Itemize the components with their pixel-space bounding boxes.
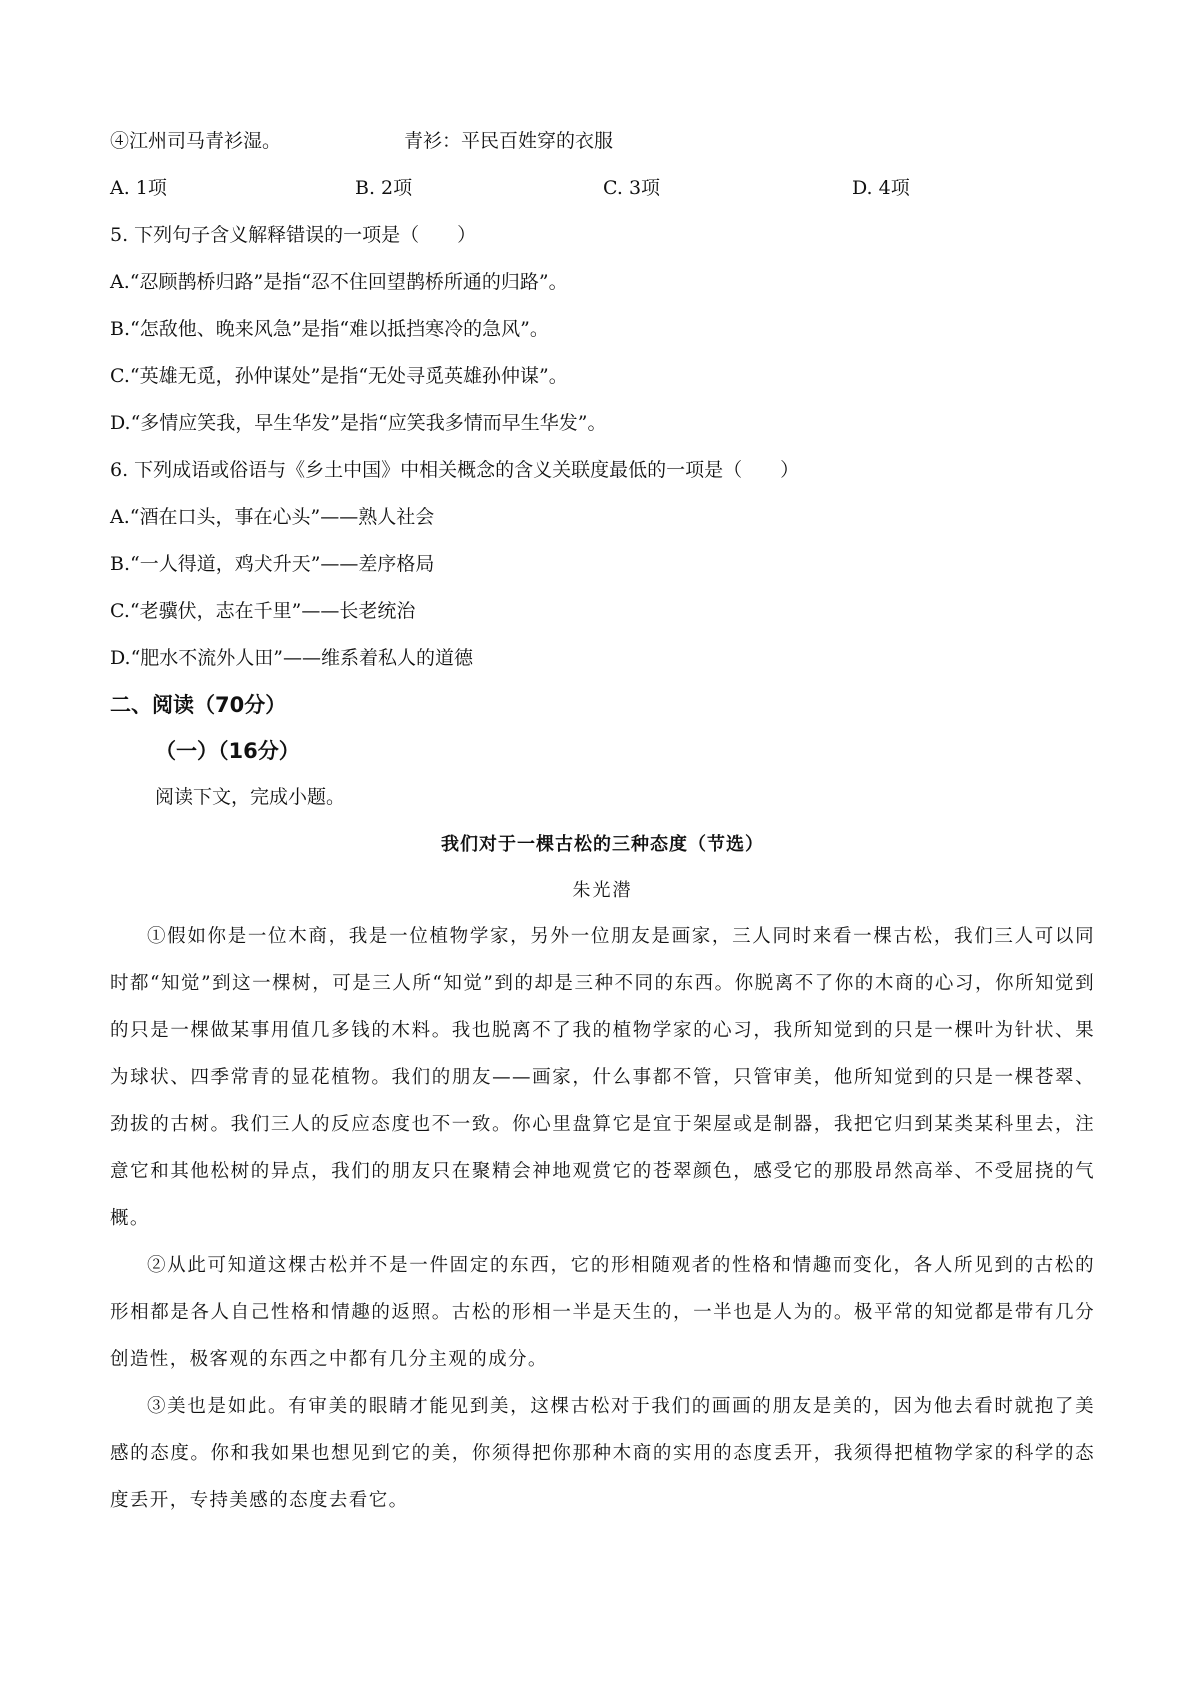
document-page <box>110 118 1095 1524</box>
q5-option-a[interactable]: A.“忍顾鹊桥归路”是指“忍不住回望鹊桥所通的归路”。 <box>110 271 568 293</box>
reading-instruction: 阅读下文，完成小题。 <box>155 786 346 808</box>
q4-item-4-explanation: 青衫：平民百姓穿的衣服 <box>404 130 614 152</box>
q4-option-b[interactable]: B. 2项 <box>355 177 413 199</box>
q4-option-d[interactable]: D. 4项 <box>852 177 910 199</box>
article-title: 我们对于一棵古松的三种态度（节选） <box>441 834 764 855</box>
q6-option-c[interactable]: C.“老骥伏，志在千里”——长老统治 <box>110 600 416 622</box>
article-author: 朱光潜 <box>572 880 633 901</box>
q5-option-d[interactable]: D.“多情应笑我，早生华发”是指“应笑我多情而早生华发”。 <box>110 412 607 434</box>
q4-option-c[interactable]: C. 3项 <box>603 177 661 199</box>
q4-item-4-sentence: ④江州司马青衫湿。 <box>110 130 282 152</box>
article-paragraph-2: ②从此可知道这棵古松并不是一件固定的东西，它的形相随观者的性格和情趣而变化，各人所见到的古松的形相都是各人自己性格和情趣的返照。古松的形相一半是天生的，一半也是人为的。极平常的知觉都是带有几分创造性，极客观的东西之中都有几分主观的成分。 <box>110 1255 1095 1370</box>
q4-item-4 <box>110 118 1095 165</box>
section-heading: 二、阅读（70分） <box>110 693 287 717</box>
q5-option-b[interactable]: B.“怎敌他、晚来风急”是指“难以抵挡寒冷的急风”。 <box>110 318 549 340</box>
sub-section-heading: （一）（16分） <box>155 739 300 763</box>
article-paragraph-3: ③美也是如此。有审美的眼睛才能见到美，这棵古松对于我们的画画的朋友是美的，因为他去看时就抱了美感的态度。你和我如果也想见到它的美，你须得把你那种木商的实用的态度丢开，我须得把植物学家的科学的态度丢开，专持美感的态度去看它。 <box>110 1396 1095 1511</box>
q4-option-a[interactable]: A. 1项 <box>110 177 167 199</box>
article-paragraph-1: ①假如你是一位木商，我是一位植物学家，另外一位朋友是画家，三人同时来看一棵古松，我们三人可以同时都“知觉”到这一棵树，可是三人所“知觉”到的却是三种不同的东西。你脱离不了你的木商的心习，你所知觉到的只是一棵做某事用值几多钱的木料。我也脱离不了我的植物学家的心习，我所知觉到的只是一棵叶为针状、果为球状、四季常青的显花植物。我们的朋友——画家，什么事都不管，只管审美，他所知觉到的只是一棵苍翠、劲拔的古树。我们三人的反应态度也不一致。你心里盘算它是宜于架屋或是制器，我把它归到某类某科里去，注意它和其他松树的异点，我们的朋友只在聚精会神地观赏它的苍翠颜色，感受它的那股昂然高举、不受屈挠的气概。 <box>110 926 1095 1229</box>
q6-option-b[interactable]: B.“一人得道，鸡犬升天”——差序格局 <box>110 553 435 575</box>
q5-stem: 5. 下列句子含义解释错误的一项是（ ） <box>110 224 477 246</box>
q6-stem: 6. 下列成语或俗语与《乡土中国》中相关概念的含义关联度最低的一项是（ ） <box>110 459 800 481</box>
q6-option-a[interactable]: A.“酒在口头，事在心头”——熟人社会 <box>110 506 435 528</box>
q4-options <box>110 165 1095 212</box>
q5-option-c[interactable]: C.“英雄无觅，孙仲谋处”是指“无处寻觅英雄孙仲谋”。 <box>110 365 568 387</box>
q6-option-d[interactable]: D.“肥水不流外人田”——维系着私人的道德 <box>110 647 474 669</box>
